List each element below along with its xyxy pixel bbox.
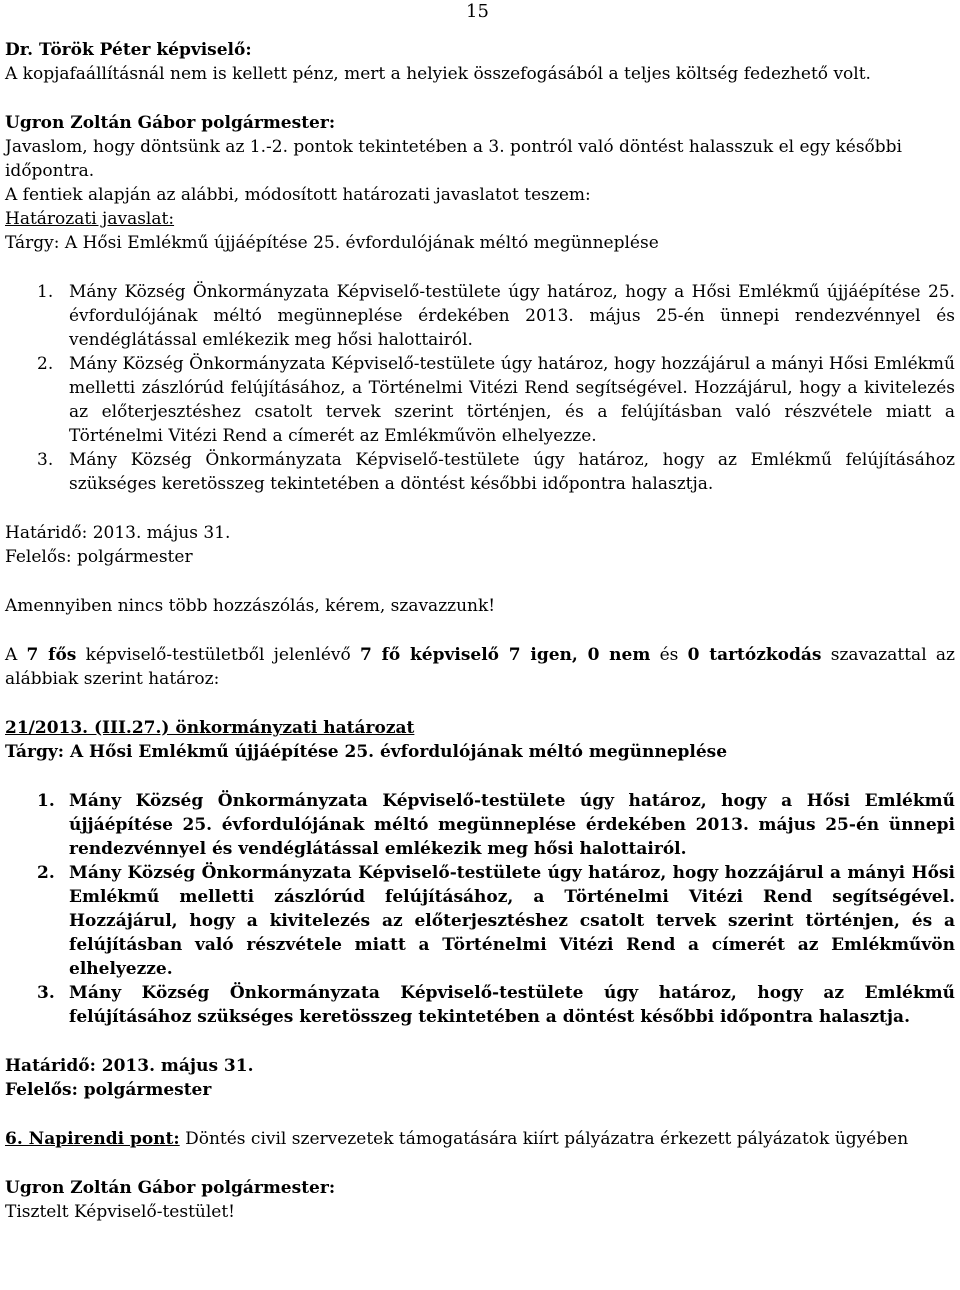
speaker-ugron: Ugron Zoltán Gábor polgármester:: [5, 113, 336, 133]
vote-members: 7 fős: [26, 645, 77, 665]
proposal-item-number: 1.: [37, 282, 54, 302]
proposal-item-text: Mány Község Önkormányzata Képviselő-testülete úgy határoz, hogy hozzájárul a mányi Hősi Emlékmű melletti zászlórúd felújításához, a Történelmi Vitézi Rend segítségével. Hozzájárul, hogy a kivitelezés az előterjesztéshez csatolt tervek szerint történjen, és a felújításban való részvétele miatt a Történelmi Vitézi Rend a címerét az Emlékművön elhelyezze.: [69, 354, 955, 446]
proposal-list: [5, 280, 955, 496]
agenda-label: 6. Napirendi pont:: [5, 1129, 180, 1149]
proposal-item-text: Mány Község Önkormányzata Képviselő-testülete úgy határoz, hogy az Emlékmű felújításához szükséges keretösszeg tekintetében a döntést későbbi időpontra halasztja.: [69, 450, 955, 494]
resolution-item: [5, 789, 955, 861]
vote-counts: 7 fő képviselő 7 igen, 0 nem: [360, 645, 651, 665]
speaker-torok: Dr. Török Péter képviselő:: [5, 40, 252, 60]
resolution-item: [5, 981, 955, 1029]
resolution-item-number: 2.: [37, 863, 55, 883]
responsible: Felelős: polgármester: [5, 547, 193, 567]
vote-call: Amennyiben nincs több hozzászólás, kérem, szavazzunk!: [5, 596, 496, 616]
speaker-ugron-2: Ugron Zoltán Gábor polgármester:: [5, 1178, 336, 1198]
resolution-list: [5, 789, 955, 1029]
resolution-item-number: 3.: [37, 983, 55, 1003]
resolution-item-number: 1.: [37, 791, 55, 811]
vote-text: szavazattal az alábbiak szerint határoz:: [5, 645, 955, 689]
agenda-item: [5, 1127, 955, 1151]
proposal-label: Határozati javaslat:: [5, 209, 175, 229]
proposal-item: [5, 352, 955, 448]
proposal-intro: Javaslom, hogy döntsünk az 1.-2. pontok tekintetében a 3. pontról való döntést halasszuk el egy későbbi időpontra.: [5, 137, 902, 181]
proposal-intro-2: A fentiek alapján az alábbi, módosított határozati javaslatot teszem:: [5, 185, 591, 205]
vote-abstentions: 0 tartózkodás: [687, 645, 822, 665]
speech-torok: A kopjafaállításnál nem is kellett pénz, mert a helyiek összefogásából a teljes költség fedezhető volt.: [5, 64, 871, 84]
vote-text: A: [5, 645, 27, 665]
deadline: Határidő: 2013. május 31.: [5, 1056, 254, 1076]
resolution-item-text: Mány Község Önkormányzata Képviselő-testülete úgy határoz, hogy a Hősi Emlékmű újjáépítése 25. évfordulójának méltó megünneplése érdekében 2013. május 25-én ünnepi rendezvénnyel és vendéglátással emlékezik meg hősi halottairól.: [69, 791, 955, 859]
vote-text: és: [650, 645, 688, 665]
agenda-text: Döntés civil szervezetek támogatására kiírt pályázatra érkezett pályázatok ügyében: [179, 1129, 909, 1149]
resolution-number: 21/2013. (III.27.) önkormányzati határozat: [5, 718, 415, 738]
resolution-item-text: Mány Község Önkormányzata Képviselő-testülete úgy határoz, hogy az Emlékmű felújításához szükséges keretösszeg tekintetében a döntést későbbi időpontra halasztja.: [69, 983, 955, 1027]
deadline: Határidő: 2013. május 31.: [5, 523, 231, 543]
resolution-item-text: Mány Község Önkormányzata Képviselő-testülete úgy határoz, hogy hozzájárul a mányi Hősi Emlékmű melletti zászlórúd felújításához, a Történelmi Vitézi Rend segítségével. Hozzájárul, hogy a kivitelezés az előterjesztéshez csatolt tervek szerint történjen, és a felújításban való részvétele miatt a Történelmi Vitézi Rend a címerét az Emlékművön elhelyezze.: [69, 863, 955, 979]
page-number: 15: [466, 1, 489, 22]
proposal-item: [5, 448, 955, 496]
proposal-item: [5, 280, 955, 352]
document-body: [5, 38, 955, 1224]
proposal-item-number: 3.: [37, 450, 54, 470]
vote-result: [5, 643, 955, 691]
resolution-item: [5, 861, 955, 981]
proposal-subject: Tárgy: A Hősi Emlékmű újjáépítése 25. évfordulójának méltó megünneplése: [5, 233, 659, 253]
proposal-item-number: 2.: [37, 354, 54, 374]
proposal-item-text: Mány Község Önkormányzata Képviselő-testülete úgy határoz, hogy a Hősi Emlékmű újjáépítése 25. évfordulójának méltó megünneplése érdekében 2013. május 25-én ünnepi rendezvénnyel és vendéglátással emlékezik meg hősi halottairól.: [69, 282, 955, 350]
resolution-subject: Tárgy: A Hősi Emlékmű újjáépítése 25. évfordulójának méltó megünneplése: [5, 742, 728, 762]
greeting: Tisztelt Képviselő-testület!: [5, 1202, 236, 1222]
responsible: Felelős: polgármester: [5, 1080, 212, 1100]
vote-text: képviselő-testületből jelenlévő: [76, 645, 360, 665]
